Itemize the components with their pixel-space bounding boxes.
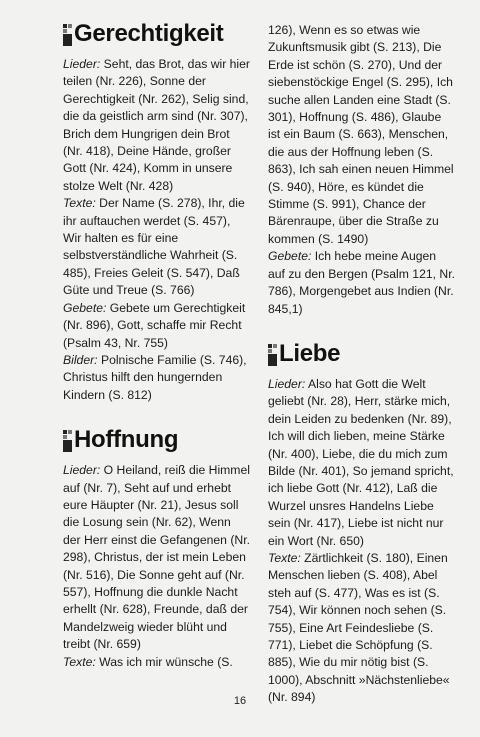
category-label: Lieder:: [63, 463, 101, 478]
category-label: Texte:: [268, 550, 301, 565]
entry-text: Der Name (S. 278), Ihr, die ihr auftauchen werdet (S. 457), Wir halten es für eine selbstverständliche Wahrheit (S. 485), Freies Geleit (S. 547), Daß Güte und Treue (S. 766): [63, 196, 245, 298]
right-column: [268, 22, 456, 707]
entry-text: Ich hebe meine Augen auf zu den Bergen (Psalm 121, Nr. 786), Morgengebet aus Indien (Nr. 845,1): [268, 249, 455, 316]
section-heading-gerechtigkeit: [63, 22, 251, 46]
category-label: Texte:: [63, 654, 96, 669]
page-number: 16: [233, 695, 247, 707]
entry-texte: [63, 195, 251, 299]
entry-text: Seht, das Brot, das wir hier teilen (Nr. 226), Sonne der Gerechtigkeit (Nr. 262), Selig sind, die da geistlich arm sind (Nr. 307), Brich dem Hungrigen dein Brot (Nr. 418), Deine Hände, großer Gott (Nr. 424), Komm in unsere stolze Welt (Nr. 428): [63, 57, 250, 193]
entry-text: Zärtlichkeit (S. 180), Einen Menschen lieben (S. 408), Abel steh auf (S. 477), Was es ist (S. 754), Wir können noch sehen (S. 755), Eine Art Feindesliebe (S. 771), Liebet die Schöpfung (S. 885), Wie du mir nötig bist (S. 1000), Abschnitt »Nächstenliebe« (Nr. 894): [268, 550, 450, 705]
entry-text: Gebete um Gerechtigkeit (Nr. 896), Gott, schaffe mir Recht (Psalm 43, Nr. 755): [63, 300, 246, 350]
heading-title: Liebe: [279, 339, 341, 367]
category-label: Texte:: [63, 196, 96, 211]
entry-gebete: [268, 248, 456, 318]
entry-text: O Heiland, reiß die Himmel auf (Nr. 7), Seht auf und erhebt eure Häupter (Nr. 21), Jesus soll die Losung sein (Nr. 62), Wenn der Herr einst die Gefangenen (Nr. 298), Christus, der ist mein Leben (Nr. 516), Die Sonne geht auf (Nr. 557), Hoffnung die dunkle Nacht erhellt (Nr. 628), Freunde, daß der Mandelzweig wieder blüht und treibt (Nr. 659): [63, 463, 250, 652]
category-label: Lieder:: [63, 57, 101, 71]
entry-texte-start: [63, 654, 251, 671]
entry-gebete: [63, 300, 251, 352]
category-label: Lieder:: [268, 376, 306, 391]
heading-marker-icon: [63, 24, 73, 46]
section-heading-hoffnung: [63, 428, 251, 452]
entry-lieder: [63, 56, 251, 195]
entry-text: Was ich mir wünsche (S.: [99, 654, 233, 669]
heading-marker-icon: [268, 344, 278, 366]
entry-text: Also hat Gott die Welt geliebt (Nr. 28), Herr, stärke mich, dein Leiden zu bedenken (Nr. 89), Ich will dich lieben, meine Stärke (Nr. 400), Liebe, die du mich zum Bilde (Nr. 401), So jemand spricht, ich liebe Gott (Nr. 412), Laß die Wurzel unsres Handelns Liebe sein (Nr. 417), Liebe ist nicht nur ein Wort (Nr. 650): [268, 376, 454, 548]
heading-marker-icon: [63, 430, 73, 452]
heading-title: Hoffnung: [74, 426, 179, 454]
entry-texte: [268, 550, 456, 707]
category-label: Bilder:: [63, 352, 98, 367]
left-column: [63, 22, 251, 671]
entry-lieder: [63, 462, 251, 653]
section-heading-liebe: [268, 339, 456, 367]
category-label: Gebete:: [63, 300, 107, 315]
heading-title: Gerechtigkeit: [74, 20, 224, 47]
entry-lieder: [268, 376, 456, 550]
entry-bilder: [63, 352, 251, 404]
entry-text: Polnische Familie (S. 746), Christus hilft den hungernden Kindern (S. 812): [63, 352, 247, 402]
entry-texte-continued: 126), Wenn es so etwas wie Zukunftsmusik gibt (S. 213), Die Erde ist schön (S. 270), Und der siebenstöckige Engel (S. 295), Ich suche allen Landen eine Stadt (S. 301), Hoffnung (S. 486), Glaube ist ein Baum (S. 663), Menschen, die aus der Hoffnung leben (S. 863), Ich sah einen neuen Himmel (S. 940), Höre, es kündet die Stimme (S. 991), Chance der Bärenraupe, über die Straße zu kommen (S. 1490): [268, 23, 454, 246]
category-label: Gebete:: [268, 249, 312, 264]
